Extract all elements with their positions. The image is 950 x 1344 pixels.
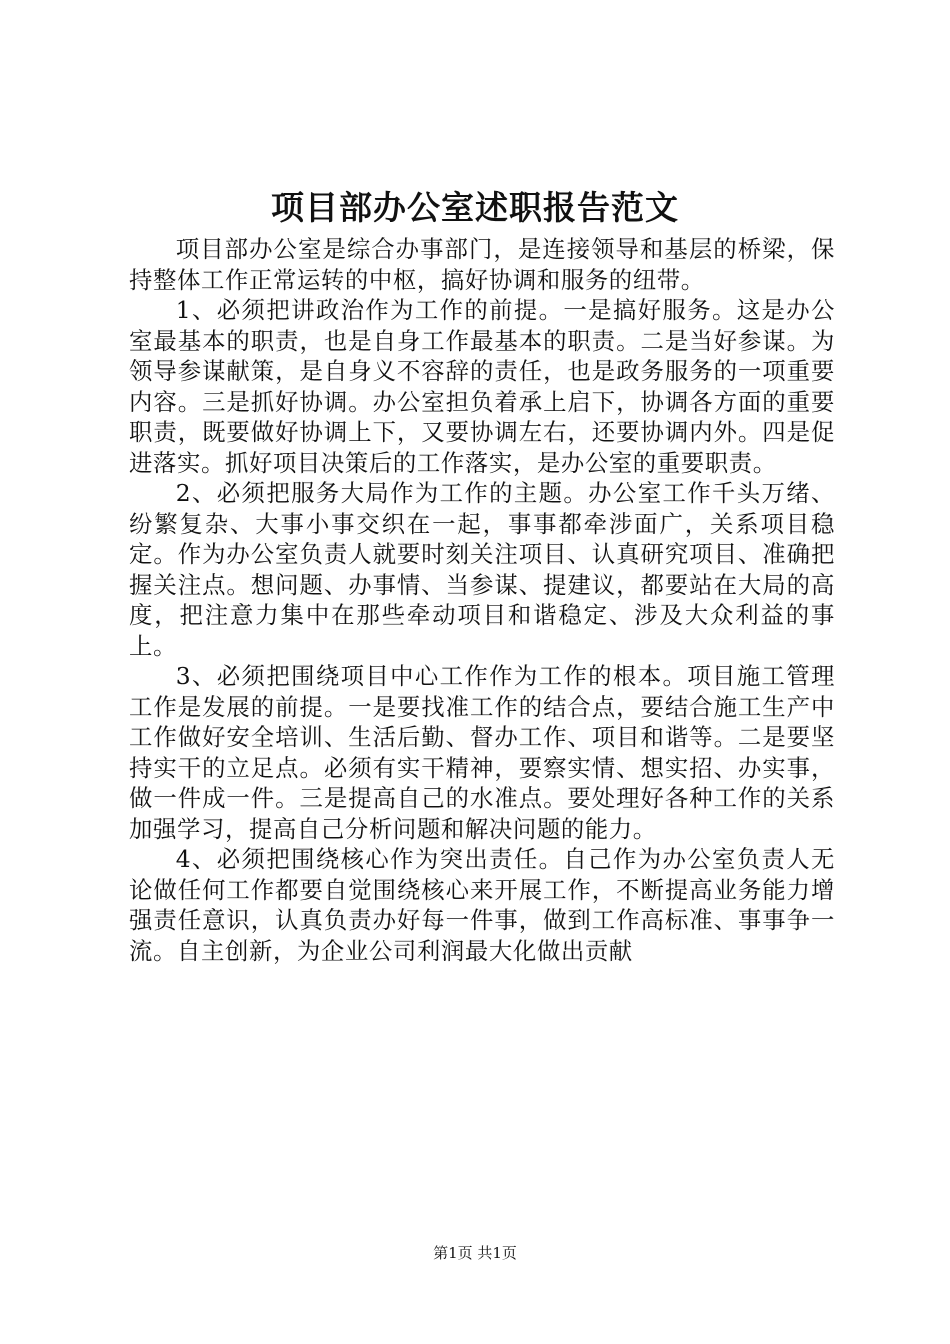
page-footer: 第1页 共1页 <box>433 1244 517 1262</box>
paragraph-3: 3、必须把围绕项目中心工作作为工作的根本。项目施工管理工作是发展的前提。一是要找准工作的结合点，要结合施工生产中工作做好安全培训、生活后勤、督办工作、项目和谐等。二是要坚持实干的立足点。必须有实干精神，要察实情、想实招、办实事，做一件成一件。三是提高自己的水准点。要处理好各种工作的关系加强学习，提高自己分析问题和解决问题的能力。 <box>129 662 835 843</box>
paragraph-4: 4、必须把围绕核心作为突出责任。自己作为办公室负责人无论做任何工作都要自觉围绕核心来开展工作，不断提高业务能力增强责任意识，认真负责办好每一件事，做到工作高标准、事事争一流。自主创新，为企业公司利润最大化做出贡献 <box>129 845 835 965</box>
paragraph-2: 2、必须把服务大局作为工作的主题。办公室工作千头万绪、纷繁复杂、大事小事交织在一起，事事都牵涉面广，关系项目稳定。作为办公室负责人就要时刻关注项目、认真研究项目、准确把握关注点。想问题、办事情、当参谋、提建议，都要站在大局的高度，把注意力集中在那些牵动项目和谐稳定、涉及大众利益的事上。 <box>129 479 835 660</box>
document-title: 项目部办公室述职报告范文 <box>271 188 679 227</box>
paragraph-intro: 项目部办公室是综合办事部门，是连接领导和基层的桥梁，保持整体工作正常运转的中枢，搞好协调和服务的纽带。 <box>129 235 835 294</box>
paragraph-1: 1、必须把讲政治作为工作的前提。一是搞好服务。这是办公室最基本的职责，也是自身工作最基本的职责。二是当好参谋。为领导参谋献策，是自身义不容辞的责任，也是政务服务的一项重要内容。三是抓好协调。办公室担负着承上启下，协调各方面的重要职责，既要做好协调上下，又要协调左右，还要协调内外。四是促进落实。抓好项目决策后的工作落实，是办公室的重要职责。 <box>129 296 835 477</box>
document-body <box>129 234 835 966</box>
